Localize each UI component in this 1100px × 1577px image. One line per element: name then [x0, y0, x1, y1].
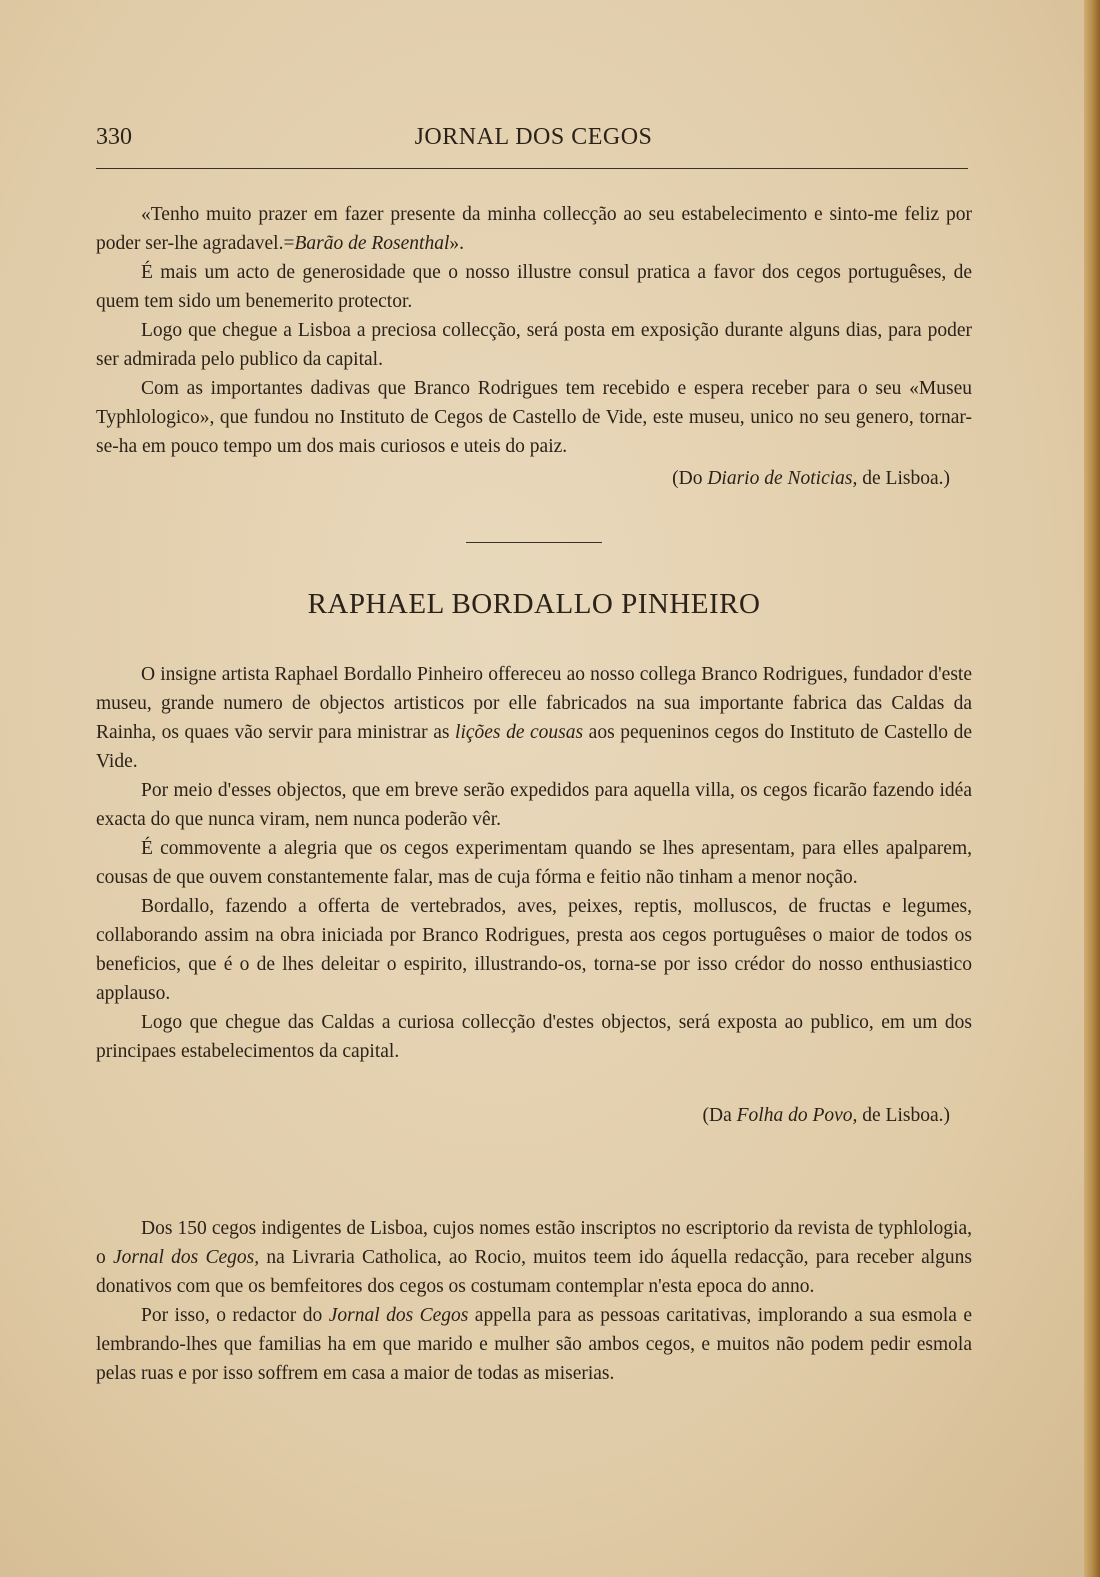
page-number: 330 — [96, 124, 132, 150]
header-rule — [96, 168, 968, 169]
paragraph: É commovente a alegria que os cegos experimentam quando se lhes apresentam, para elles apalparem, cousas de que ouvem constantemente falar, mas de cuja fórma e feitio não tinham a menor noção. — [96, 838, 972, 888]
running-head — [96, 124, 971, 158]
article-bordallo — [96, 660, 972, 1066]
paragraph: Dos 150 cegos indigentes de Lisboa, cujos nomes estão inscriptos no escriptorio da revista de typhlologia, o Jornal dos Cegos, na Livraria Catholica, ao Rocio, muitos teem ido áquella redacção, para receber alguns donativos com que os bemfeitores dos cegos os costumam contemplar n'esta epoca do anno. — [96, 1218, 973, 1297]
paragraph: Logo que chegue a Lisboa a preciosa collecção, será posta em exposição durante alguns dias, para poder ser admirada pelo publico da capital. — [96, 320, 972, 370]
paragraph: Com as importantes dadivas que Branco Rodrigues tem recebido e espera receber para o seu «Museu Typhlologico», que fundou no Instituto de Cegos de Castello de Vide, este museu, unico no seu genero, tornar-se-ha em pouco tempo um dos mais curiosos e uteis do paiz. — [96, 378, 972, 457]
paragraph: É mais um acto de generosidade que o nosso illustre consul pratica a favor dos cegos portuguêses, de quem tem sido um benemerito protector. — [96, 262, 972, 312]
source-citation: (Do Diario de Noticias, de Lisboa.) — [672, 468, 950, 489]
paragraph: Bordallo, fazendo a offerta de vertebrados, aves, peixes, reptis, molluscos, de fructas e legumes, collaborando assim na obra iniciada por Branco Rodrigues, presta aos cegos portuguêses o maior de todos os beneficios, que é o de lhes deleitar o espirito, illustrando-os, torna-se por isso crédor do nosso enthusiastico applauso. — [96, 896, 972, 1004]
paragraph: Por isso, o redactor do Jornal dos Cegos appella para as pessoas caritativas, implorando a sua esmola e lembrando-lhes que familias ha em que marido e mulher são ambos cegos, e muitos não podem pedir esmola pelas ruas e por isso soffrem em casa a maior de todas as miserias. — [96, 1305, 972, 1384]
paragraph: «Tenho muito prazer em fazer presente da minha collecção ao seu estabelecimento e sinto-me feliz por poder ser-lhe agradavel.=Barão de Rosenthal». — [96, 204, 972, 254]
source-citation: (Da Folha do Povo, de Lisboa.) — [702, 1105, 950, 1126]
paragraph: Por meio d'esses objectos, que em breve serão expedidos para aquella villa, os cegos ficarão fazendo idéa exacta do que nunca viram, nem nunca poderão vêr. — [96, 780, 972, 830]
section-divider — [466, 542, 602, 543]
section-heading: RAPHAEL BORDALLO PINHEIRO — [307, 588, 761, 620]
paragraph: Logo que chegue das Caldas a curiosa collecção d'estes objectos, será exposta ao publico, em um dos principaes estabelecimentos da capital. — [96, 1012, 972, 1062]
article-rosenthal — [96, 200, 972, 461]
article-indigent-blind — [96, 1214, 972, 1388]
journal-title: JORNAL DOS CEGOS — [414, 124, 653, 150]
page-edge — [1084, 0, 1100, 1577]
paragraph: O insigne artista Raphael Bordallo Pinheiro offereceu ao nosso collega Branco Rodrigues, fundador d'este museu, grande numero de objectos artisticos por elle fabricados na sua importante fabrica das Caldas da Rainha, os quaes vão servir para ministrar as lições de cousas aos pequeninos cegos do Instituto de Castello de Vide. — [96, 664, 972, 772]
signature: Barão de Rosenthal — [294, 233, 450, 254]
